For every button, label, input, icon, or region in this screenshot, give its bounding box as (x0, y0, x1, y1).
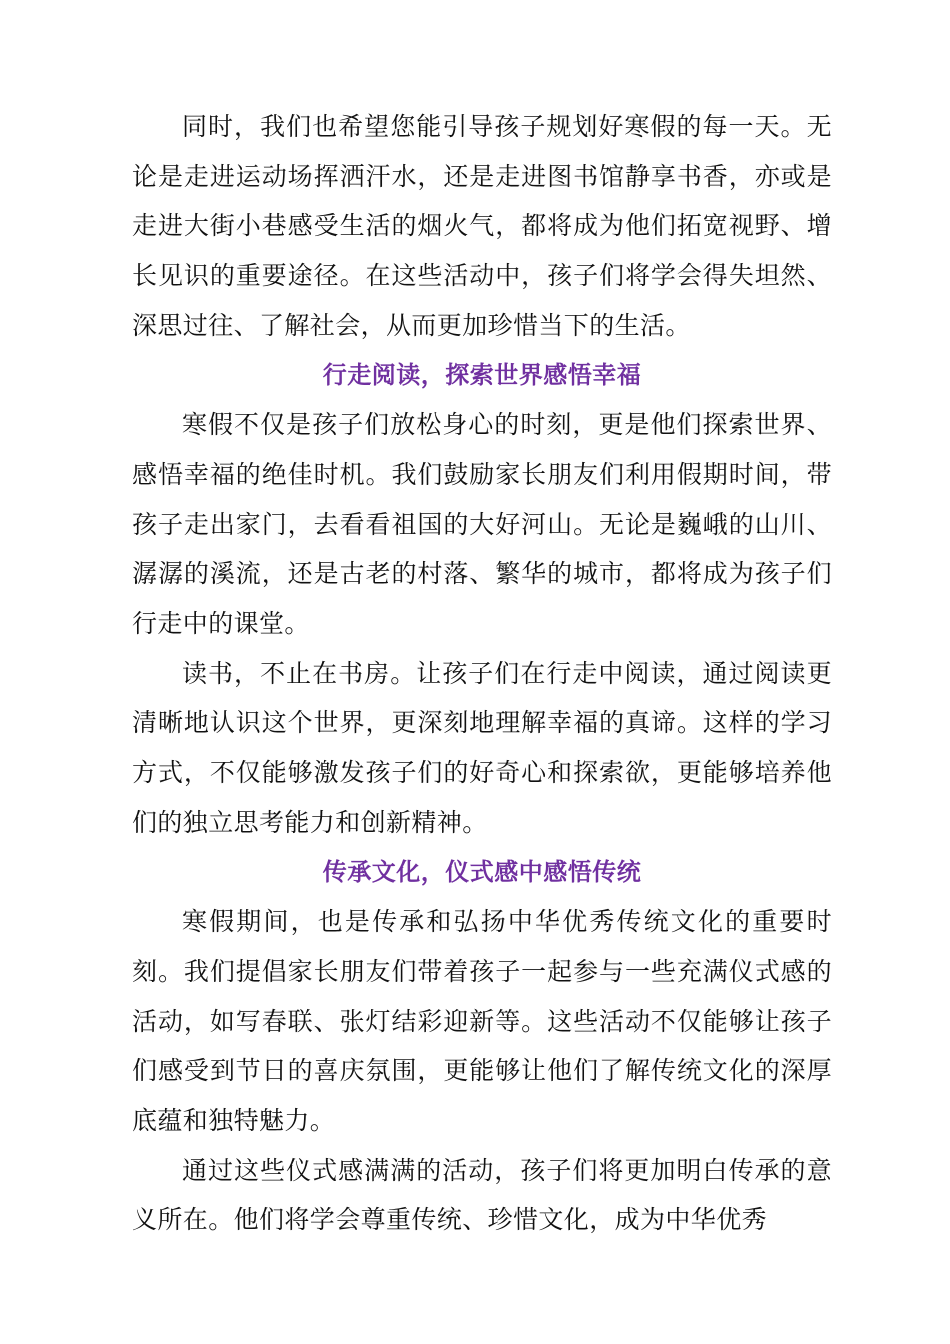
section-heading-inherit-culture: 传承文化，仪式感中感悟传统 (322, 857, 642, 886)
paragraph-plan-winter-days: 同时，我们也希望您能引导孩子规划好寒假的每一天。无论是走进运动场挥洒汗水，还是走进图书馆静享书香，亦或是走进大街小巷感受生活的烟火气，都将成为他们拓宽视野、增长见识的重要途径。在这些活动中，孩子们将学会得失坦然、深思过往、了解社会，从而更加珍惜当下的生活。 (132, 112, 832, 340)
document-body (132, 102, 832, 1245)
section-heading-walking-reading: 行走阅读，探索世界感悟幸福 (322, 360, 642, 389)
paragraph-explore-world: 寒假不仅是孩子们放松身心的时刻，更是他们探索世界、感悟幸福的绝佳时机。我们鼓励家长朋友们利用假期时间，带孩子走出家门，去看看祖国的大好河山。无论是巍峨的山川、潺潺的溪流，还是古老的村落、繁华的城市，都将成为孩子们行走中的课堂。 (132, 410, 832, 639)
paragraph-ritual-activities: 通过这些仪式感满满的活动，孩子们将更加明白传承的意义所在。他们将学会尊重传统、珍惜文化，成为中华优秀 (132, 1155, 832, 1235)
paragraph-reading-while-walking: 读书，不止在书房。让孩子们在行走中阅读，通过阅读更清晰地认识这个世界，更深刻地理解幸福的真谛。这样的学习方式，不仅能够激发孩子们的好奇心和探索欲，更能够培养他们的独立思考能力和创新精神。 (132, 658, 832, 837)
paragraph-traditional-culture: 寒假期间，也是传承和弘扬中华优秀传统文化的重要时刻。我们提倡家长朋友们带着孩子一起参与一些充满仪式感的活动，如写春联、张灯结彩迎新等。这些活动不仅能够让孩子们感受到节日的喜庆氛围，更能够让他们了解传统文化的深厚底蕴和独特魅力。 (132, 907, 832, 1136)
